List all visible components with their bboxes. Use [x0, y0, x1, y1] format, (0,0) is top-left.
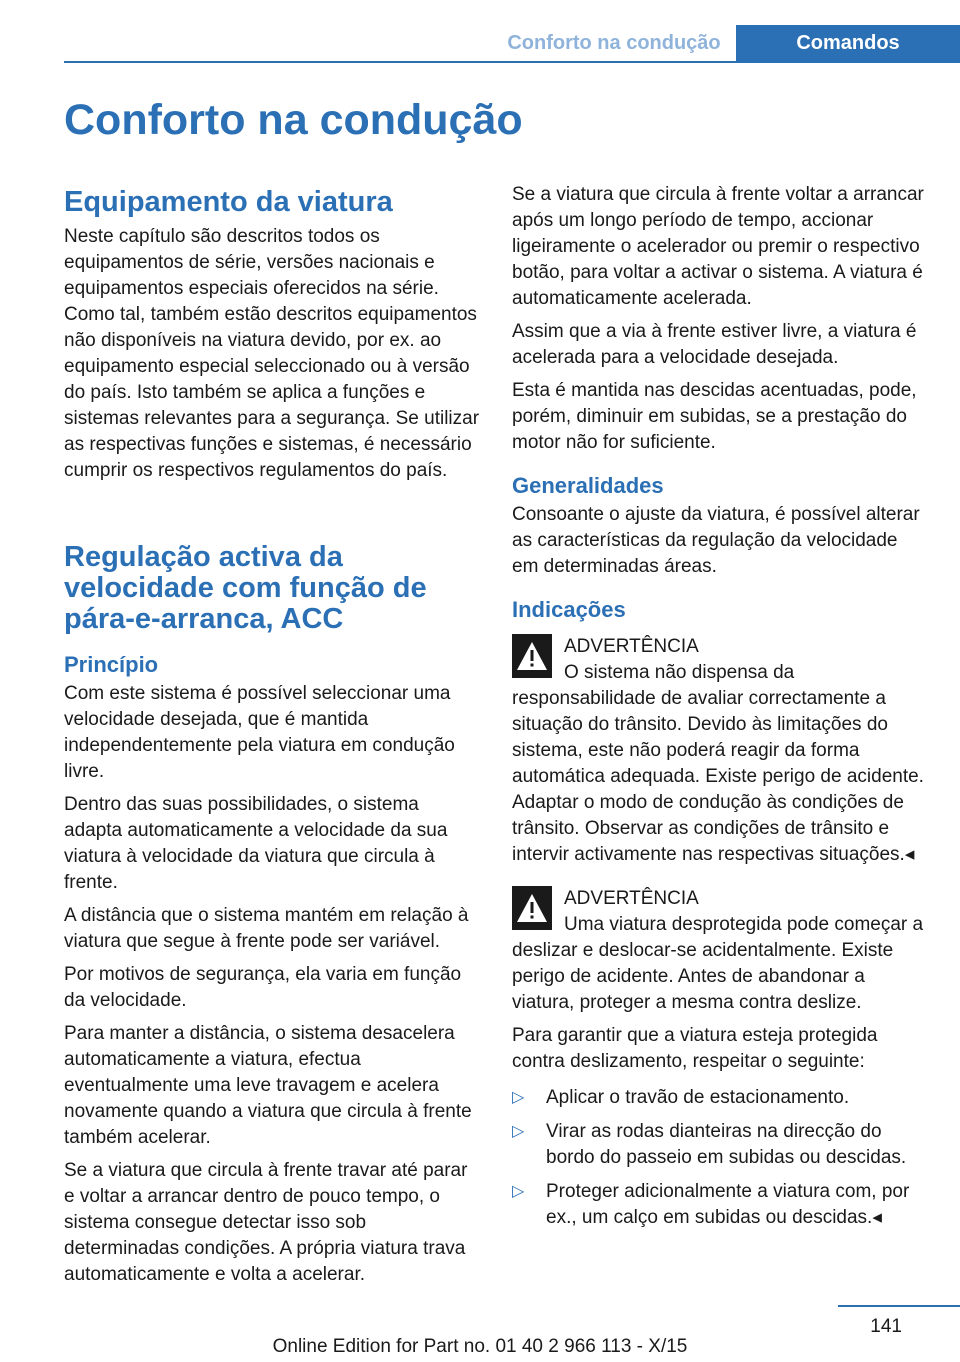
header-divider	[64, 61, 960, 63]
subheading-indications: Indicações	[512, 597, 626, 622]
warning-text: Uma viatura desprotegida pode começar a deslizar e deslocar-se acidentalmente. Existe perigo de acidente. Antes de abandonar a viatura, proteger a mesma contra deslize.	[512, 914, 924, 1013]
left-column	[64, 180, 480, 1295]
warning-box	[512, 886, 928, 1016]
warning-box	[512, 634, 928, 868]
paragraph: Neste capítulo são descritos todos os equipamentos de série, versões nacionais e equipamentos especiais oferecidos na série. Como tal, também estão descritos equipamentos não disponíveis na viatura devido, por ex. ao equipamento especial seleccionado ou à versão do país. Isto também se aplica a funções e sistemas relevantes para a segurança. Se utilizar as respectivas funções e sistemas, é necessário cumprir os respectivos regulamentos do país.	[64, 226, 480, 481]
list-item	[512, 1179, 928, 1231]
paragraph: Esta é mantida nas descidas acentuadas, pode, porém, diminuir em subidas, se a prestação do motor não for suficiente.	[512, 380, 917, 453]
paragraph: Se a viatura que circula à frente voltar a arrancar após um longo período de tempo, accionar ligeiramente o acelerador ou premir o respectivo botão, para voltar a activar o sistema. A viatura é automaticamente acelerada.	[512, 184, 924, 309]
list-item	[512, 1119, 928, 1171]
subheading-generalities: Generalidades	[512, 473, 664, 498]
list-item-text: Virar as rodas dianteiras na direcção do bordo do passeio em subidas ou descidas.	[546, 1121, 907, 1168]
triangle-bullet-icon: ▷	[512, 1183, 525, 1200]
instruction-list	[512, 1085, 928, 1231]
warning-title: ADVERTÊNCIA	[564, 636, 699, 657]
paragraph: Assim que a via à frente estiver livre, a viatura é acelerada para a velocidade desejada.	[512, 321, 917, 368]
warning-text: O sistema não dispensa da responsabilidade de avaliar correctamente a situação do trânsito. Devido às limitações do sistema, este não poderá reagir da forma automática adequada. Existe perigo de acidente. Adaptar o modo de condução às condições de trânsito. Observar as condições de trânsito e intervir activamente nas respectivas situações.◂	[512, 662, 924, 865]
list-item-text: Aplicar o travão de estacionamento.	[546, 1087, 850, 1108]
warning-triangle-icon	[512, 634, 552, 678]
triangle-bullet-icon: ▷	[512, 1089, 525, 1106]
page-title: Conforto na condução	[64, 96, 523, 144]
page-number: 141	[870, 1316, 902, 1337]
warning-triangle-icon	[512, 886, 552, 930]
paragraph: Para manter a distância, o sistema desacelera automaticamente a viatura, efectua eventualmente uma leve travagem e acelera novamente quando a viatura que circula à frente também acelerar.	[64, 1023, 472, 1148]
section-heading-acc: Regulação activa da velocidade com função de pára-e-arranca, ACC	[64, 541, 427, 635]
paragraph: Se a viatura que circula à frente travar até parar e voltar a arrancar dentro de pouco tempo, o sistema consegue detectar isso sob determinadas condições. A própria viatura trava automaticamente e volta a acelerar.	[64, 1160, 468, 1285]
paragraph: Com este sistema é possível seleccionar uma velocidade desejada, que é mantida independentemente pela viatura em condução livre.	[64, 683, 455, 782]
paragraph: Para garantir que a viatura esteja protegida contra deslizamento, respeitar o seguinte:	[512, 1025, 878, 1072]
right-column	[512, 182, 928, 1239]
warning-title: ADVERTÊNCIA	[564, 888, 699, 909]
list-item	[512, 1085, 928, 1111]
footer-edition: Online Edition for Part no. 01 40 2 966 113 - X/15	[272, 1336, 688, 1357]
section-heading-equipment: Equipamento da viatura	[64, 186, 393, 218]
paragraph: A distância que o sistema mantém em relação à viatura que segue à frente pode ser variável.	[64, 905, 469, 952]
paragraph: Dentro das suas possibilidades, o sistema adapta automaticamente a velocidade da sua viatura à velocidade da viatura que circula à frente.	[64, 794, 448, 893]
paragraph: Consoante o ajuste da viatura, é possível alterar as características da regulação da velocidade em determinadas áreas.	[512, 504, 920, 577]
triangle-bullet-icon: ▷	[512, 1123, 525, 1140]
page-number-rule	[838, 1305, 960, 1307]
chapter-tab[interactable]: Comandos	[736, 25, 960, 63]
section-tab[interactable]: Conforto na condução	[507, 32, 721, 54]
list-item-text: Proteger adicionalmente a viatura com, por ex., um calço em subidas ou descidas.◂	[546, 1181, 910, 1228]
paragraph: Por motivos de segurança, ela varia em função da velocidade.	[64, 964, 462, 1011]
subheading-principle: Princípio	[64, 652, 159, 677]
